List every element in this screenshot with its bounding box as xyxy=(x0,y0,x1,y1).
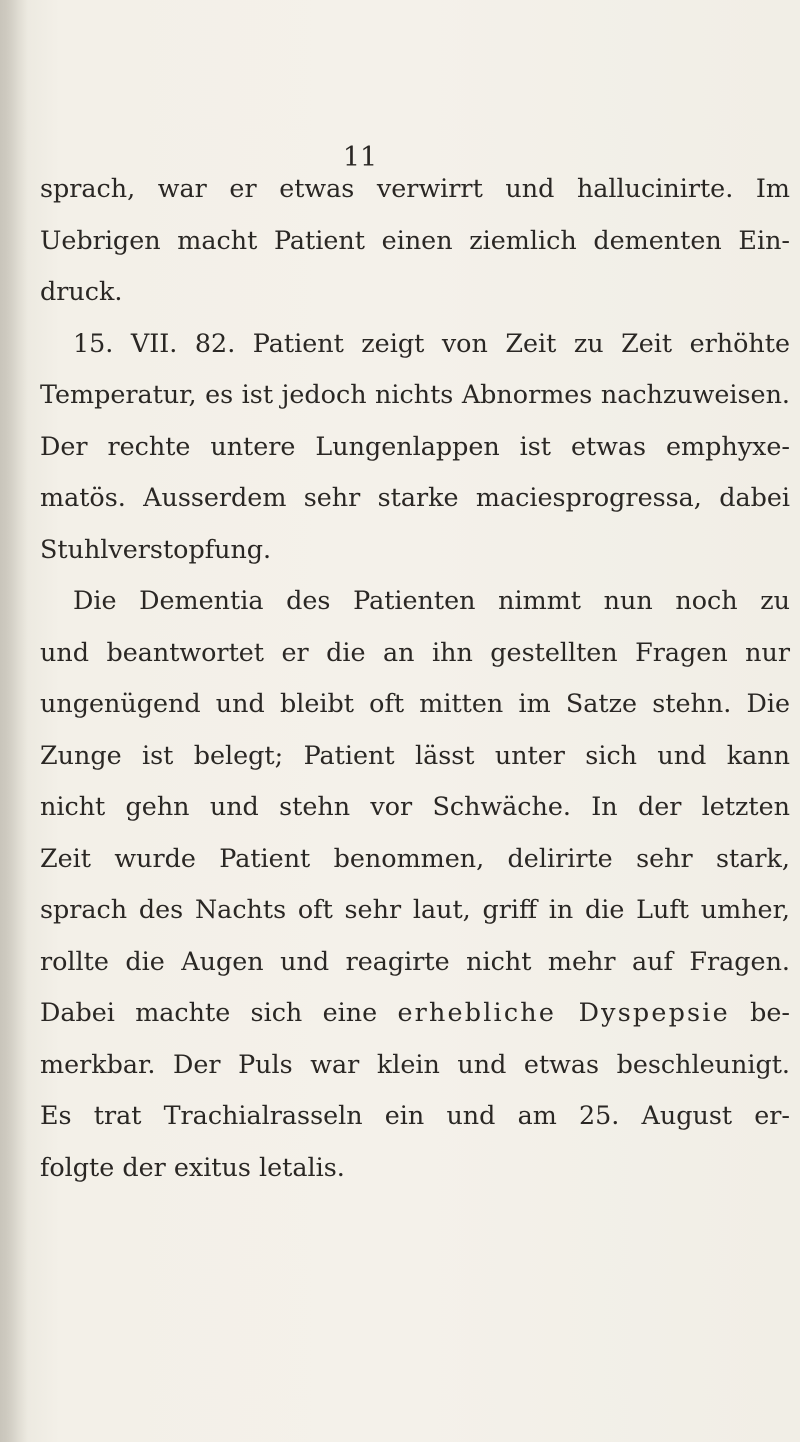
text-line: und beantwortet er die an ihn gestellten Fragen nur xyxy=(40,636,790,667)
text-line: Zeit wurde Patient benommen, delirirte sehr stark, xyxy=(40,842,790,873)
text-line: sprach des Nachts oft sehr laut, griff in die Luft umher, xyxy=(40,894,790,924)
text-line: Die Dementia des Patienten nimmt nun noch zu xyxy=(73,585,790,615)
emphasized-term: erhebliche Dyspepsie xyxy=(397,997,730,1027)
text-line: nicht gehn und stehn vor Schwäche. In der letzten xyxy=(40,791,790,821)
text-line: Der rechte untere Lungenlappen ist etwas emphyxe- xyxy=(40,430,790,461)
body-text xyxy=(40,163,790,1193)
text-line: 15. VII. 82. Patient zeigt von Zeit zu Zeit erhöhte xyxy=(73,327,790,358)
text-line: druck. xyxy=(40,276,123,306)
text-segment: be- xyxy=(750,997,791,1027)
text-line: Es trat Trachialrasseln ein und am 25. August er- xyxy=(40,1100,790,1130)
text-line: matös. Ausserdem sehr starke maciesprogressa, dabei xyxy=(40,482,790,512)
text-line: ungenügend und bleibt oft mitten im Satze stehn. Die xyxy=(40,688,790,718)
text-line: Stuhlverstopfung. xyxy=(40,533,272,564)
text-line: Zunge ist belegt; Patient lässt unter sich und kann xyxy=(40,739,790,770)
text-line: merkbar. Der Puls war klein und etwas beschleunigt. xyxy=(40,1048,790,1079)
text-line: rollte die Augen und reagirte nicht mehr auf Fragen. xyxy=(40,945,790,976)
page-number: 11 xyxy=(342,142,378,173)
text-line: Temperatur, es ist jedoch nichts Abnormes nachzuweisen. xyxy=(40,379,790,409)
text-line xyxy=(40,987,790,1039)
text-line: Uebrigen macht Patient einen ziemlich dementen Ein- xyxy=(40,224,790,255)
text-line: folgte der exitus letalis. xyxy=(40,1151,345,1182)
text-segment: Dabei machte sich eine xyxy=(40,997,378,1027)
text-line: sprach, war er etwas verwirrt und hallucinirte. Im xyxy=(40,173,790,203)
